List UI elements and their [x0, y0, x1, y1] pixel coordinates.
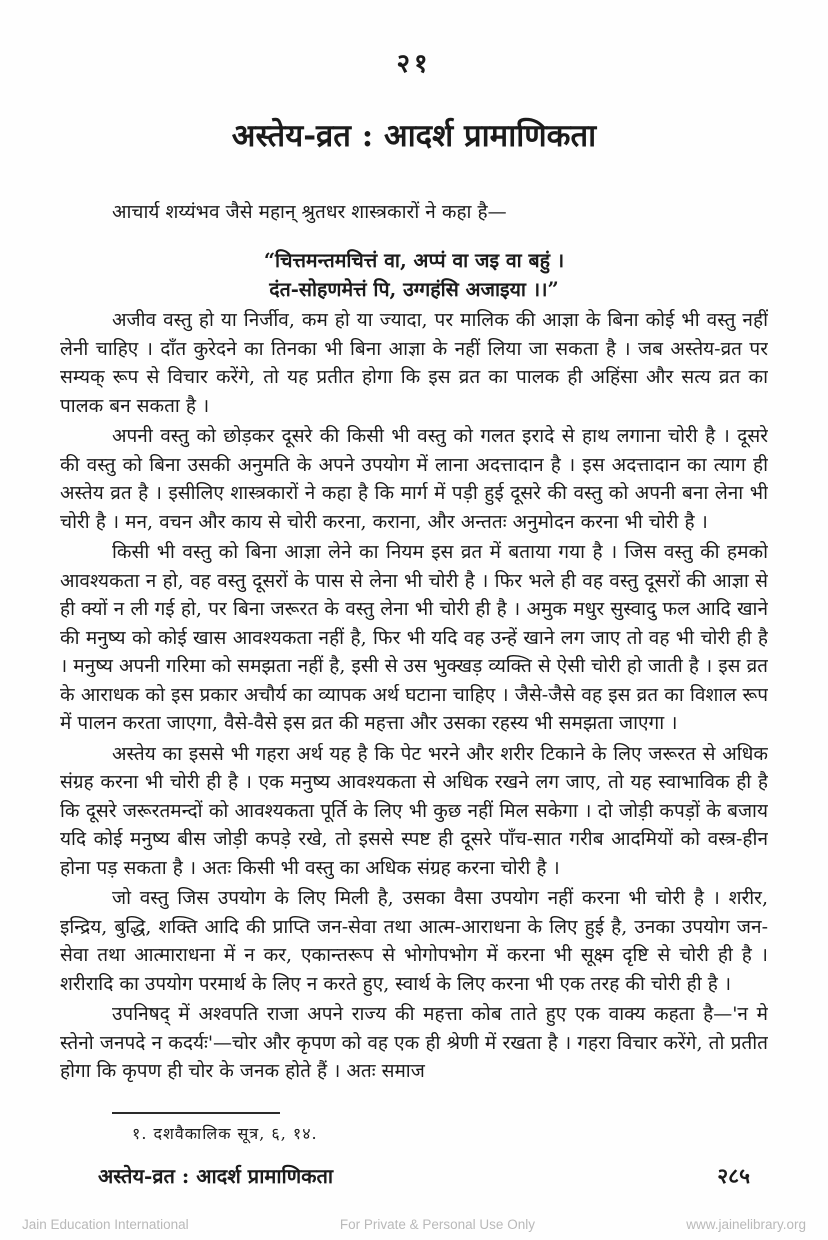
watermark-left: Jain Education International — [22, 1217, 189, 1232]
watermark-right: www.jainelibrary.org — [686, 1217, 806, 1232]
footnote-text: १. दशवैकालिक सूत्र, ६, १४. — [132, 1124, 318, 1143]
chapter-title: अस्तेय-व्रत : आदर्श प्रामाणिकता — [231, 118, 597, 154]
watermark-row — [0, 1217, 828, 1232]
running-footer — [60, 1162, 768, 1190]
intro-paragraph: आचार्य शय्यंभव जैसे महान् श्रुतधर शास्त्रकारों ने कहा है— — [112, 201, 507, 223]
body-paragraph-5: जो वस्तु जिस उपयोग के लिए मिली है, उसका वैसा उपयोग नहीं करना भी चोरी है । शरीर, इन्द्रिय, बुद्धि, शक्ति आदि की प्राप्ति जन-सेवा तथा आत्म-आराधना के लिए हुई है, उनका उपयोग जन-सेवा तथा आत्माराधना में न कर, एकान्तरूप से भोगोपभोग में करना भी सूक्ष्म दृष्टि से चोरी ही है । शरीरादि का उपयोग परमार्थ के लिए न करते हुए, स्वार्थ के लिए करना भी एक तरह की चोरी ही है । — [60, 887, 768, 995]
footnote-block — [60, 1112, 768, 1144]
footer-chapter-title: अस्तेय-व्रत : आदर्श प्रामाणिकता — [98, 1164, 334, 1188]
body-paragraph-3: किसी भी वस्तु को बिना आज्ञा लेने का नियम इस व्रत में बताया गया है । जिस वस्तु की हमको आवश्यकता न हो, वह वस्तु दूसरों के पास से लेना भी चोरी है । फिर भले ही वह वस्तु दूसरों की आज्ञा से ही क्यों न ली गई हो, पर बिना जरूरत के वस्तु लेना भी चोरी ही है । अमुक मधुर सुस्वादु फल आदि खाने की मनुष्य को कोई खास आवश्यकता नहीं है, फिर भी यदि वह उन्हें खाने लग जाए तो वह भी चोरी ही है । मनुष्य अपनी गरिमा को समझता नहीं है, इसी से उस भुक्खड़ व्यक्ति से ऐसी चोरी हो जाती है । इस व्रत के आराधक को इस प्रकार अचौर्य का व्यापक अर्थ घटाना चाहिए । जैसे-जैसे वह इस व्रत का विशाल रूप में पालन करता जाएगा, वैसे-वैसे इस व्रत की महत्ता और उसका रहस्य भी समझता जाएगा । — [60, 541, 768, 734]
verse-line-2: दंत-सोहणमेत्तं पि, उग्गहंसि अजाइया ।।” — [269, 278, 559, 301]
footer-page-number: २८५ — [717, 1163, 750, 1188]
body-paragraph-6: उपनिषद् में अश्वपति राजा अपने राज्य की महत्ता कोब ताते हुए एक वाक्य कहता है—'न मे स्तेनो जनपदे न कदर्यः'—चोर और कृपण को वह एक ही श्रेणी में रखता है । गहरा विचार करेंगे, तो प्रतीत होगा कि कृपण ही चोर के जनक होते हैं । अतः समाज — [60, 1003, 768, 1082]
page-content — [60, 0, 768, 1150]
footnote-rule — [112, 1112, 280, 1114]
body-paragraph-1: अजीव वस्तु हो या निर्जीव, कम हो या ज्यादा, पर मालिक की आज्ञा के बिना कोई भी वस्तु नहीं लेनी चाहिए । दाँत कुरेदने का तिनका भी बिना आज्ञा के नहीं लिया जा सकता है । जब अस्तेय-व्रत पर सम्यक् रूप से विचार करेंगे, तो यह प्रतीत होगा कि इस व्रत का पालक ही अहिंसा और सत्य व्रत का पालक बन सकता है । — [60, 309, 768, 417]
watermark-center: For Private & Personal Use Only — [339, 1217, 535, 1232]
chapter-number: २१ — [396, 49, 432, 79]
body-paragraph-2: अपनी वस्तु को छोड़कर दूसरे की किसी भी वस्तु को गलत इरादे से हाथ लगाना चोरी है । दूसरे की वस्तु को बिना उसकी अनुमति के अपने उपयोग में लाना अदत्तादान है । इस अदत्तादान का त्याग ही अस्तेय व्रत है । इसीलिए शास्त्रकारों ने कहा है कि मार्ग में पड़ी हुई दूसरे की वस्तु को अपनी बना लेना भी चोरी है । मन, वचन और काय से चोरी करना, कराना, और अन्ततः अनुमोदन करना भी चोरी है । — [60, 425, 768, 533]
body-paragraph-4: अस्तेय का इससे भी गहरा अर्थ यह है कि पेट भरने और शरीर टिकाने के लिए जरूरत से अधिक संग्रह करना भी चोरी ही है । एक मनुष्य आवश्यकता से अधिक रखने लग जाए, तो यह स्वाभाविक ही है कि दूसरे जरूरतमन्दों को आवश्यकता पूर्ति के लिए भी कुछ नहीं मिल सकेगा । दो जोड़ी कपड़ों के बजाय यदि कोई मनुष्य बीस जोड़ी कपड़े रखे, तो इससे स्पष्ट ही दूसरे पाँच-सात गरीब आदमियों को वस्त्र-हीन होना पड़ सकता है । अतः किसी भी वस्तु का अधिक संग्रह करना चोरी है । — [60, 742, 768, 879]
verse-block — [60, 246, 768, 304]
verse-line-1: “चित्तमन्तमचित्तं वा, अप्पं वा जइ वा बहुं । — [263, 249, 565, 272]
